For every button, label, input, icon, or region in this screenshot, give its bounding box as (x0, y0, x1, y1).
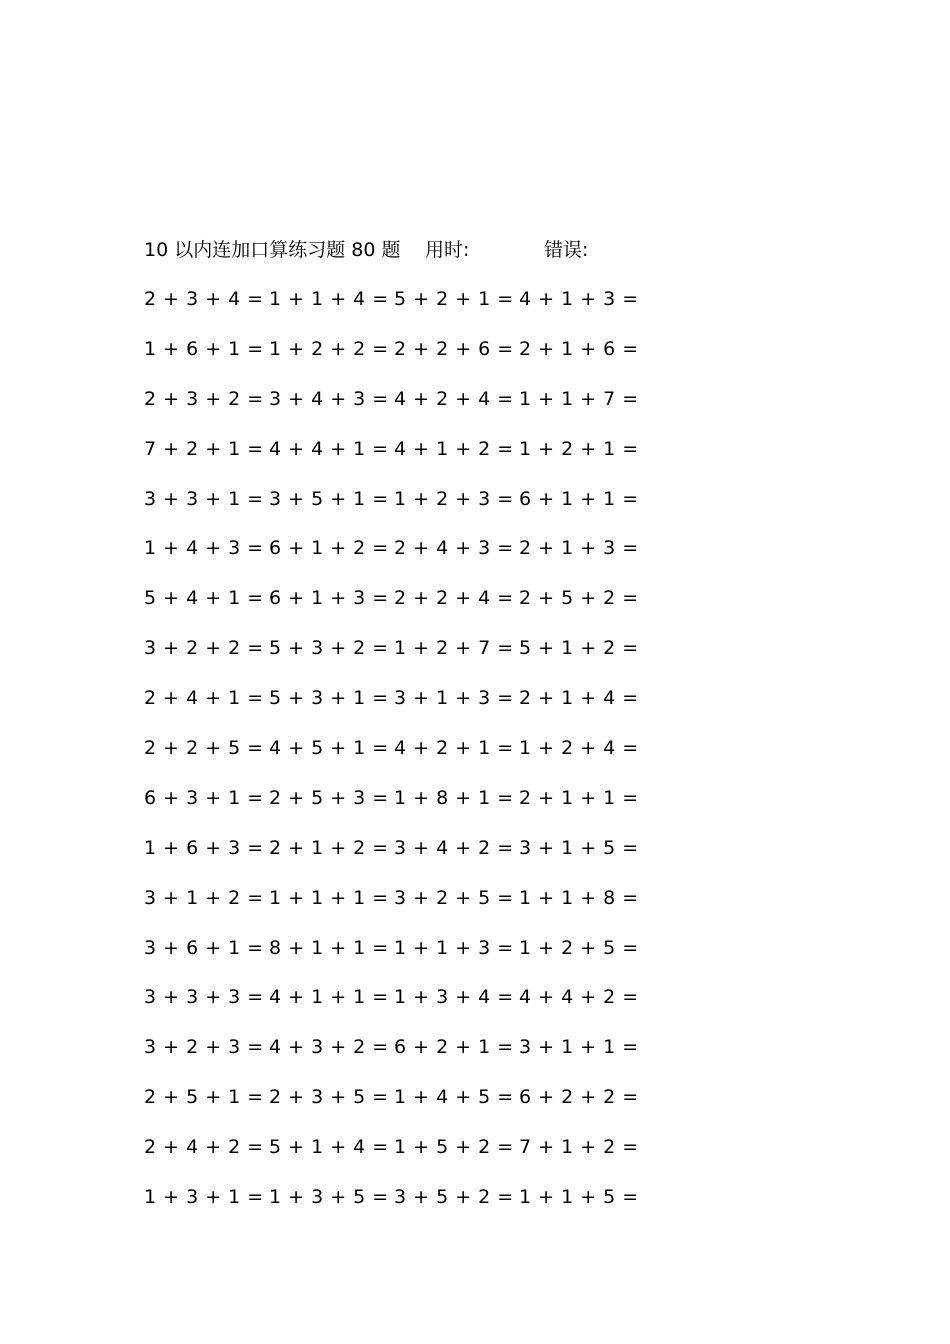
problem-item: 2 + 5 + 3 = (269, 786, 389, 809)
problem-item: 3 + 6 + 1 = (144, 936, 264, 959)
problem-item: 6 + 1 + 3 = (269, 587, 389, 610)
problem-item: 4 + 2 + 1 = (394, 737, 514, 760)
problem-row (144, 783, 664, 833)
problem-item: 1 + 8 + 1 = (394, 786, 514, 809)
problem-item: 3 + 1 + 5 = (519, 836, 639, 859)
problem-item: 1 + 2 + 3 = (394, 487, 514, 510)
problem-row (144, 982, 664, 1032)
problem-item: 1 + 2 + 7 = (394, 637, 514, 660)
problem-item: 7 + 2 + 1 = (144, 437, 264, 460)
problem-row (144, 1182, 664, 1232)
problem-item: 1 + 6 + 1 = (144, 337, 264, 360)
problem-item: 2 + 1 + 6 = (519, 337, 639, 360)
problem-item: 5 + 2 + 1 = (394, 288, 514, 310)
problem-row (144, 733, 664, 783)
problem-item: 8 + 1 + 1 = (269, 936, 389, 959)
problem-item: 4 + 4 + 2 = (519, 986, 639, 1009)
problem-item: 2 + 1 + 3 = (519, 537, 639, 560)
problem-item: 4 + 5 + 1 = (269, 737, 389, 760)
problem-item: 1 + 3 + 4 = (394, 986, 514, 1009)
problem-item: 2 + 5 + 1 = (144, 1086, 264, 1109)
problem-item: 4 + 3 + 2 = (269, 1036, 389, 1059)
problem-item: 3 + 2 + 3 = (144, 1036, 264, 1059)
problem-item: 2 + 4 + 1 = (144, 687, 264, 710)
problem-item: 3 + 1 + 1 = (519, 1036, 639, 1059)
problem-row (144, 1032, 664, 1082)
worksheet-header (144, 235, 844, 265)
problem-item: 6 + 1 + 2 = (269, 537, 389, 560)
problem-item: 3 + 2 + 2 = (144, 637, 264, 660)
problem-row (144, 683, 664, 733)
problem-row (144, 1082, 664, 1132)
problem-row (144, 434, 664, 484)
problem-item: 6 + 2 + 2 = (519, 1086, 639, 1109)
problem-item: 1 + 2 + 1 = (519, 437, 639, 460)
problem-item: 1 + 5 + 2 = (394, 1136, 514, 1159)
problem-item: 4 + 1 + 3 = (519, 288, 639, 310)
problem-item: 3 + 5 + 2 = (394, 1186, 514, 1209)
problem-item: 5 + 3 + 2 = (269, 637, 389, 660)
problem-row (144, 583, 664, 633)
problem-item: 1 + 6 + 3 = (144, 836, 264, 859)
problem-item: 2 + 4 + 3 = (394, 537, 514, 560)
problem-row (144, 883, 664, 933)
problem-row (144, 933, 664, 983)
problem-item: 3 + 3 + 3 = (144, 986, 264, 1009)
problem-item: 3 + 3 + 1 = (144, 487, 264, 510)
problem-item: 2 + 1 + 1 = (519, 786, 639, 809)
problem-item: 3 + 4 + 3 = (269, 387, 389, 410)
problem-item: 4 + 2 + 4 = (394, 387, 514, 410)
problem-item: 1 + 1 + 7 = (519, 387, 639, 410)
problem-item: 2 + 3 + 2 = (144, 387, 264, 410)
problem-item: 1 + 1 + 8 = (519, 886, 639, 909)
problem-item: 2 + 3 + 5 = (269, 1086, 389, 1109)
problem-item: 4 + 1 + 2 = (394, 437, 514, 460)
errors-label: 错误: (544, 239, 589, 261)
problem-item: 6 + 1 + 1 = (519, 487, 639, 510)
problem-item: 6 + 3 + 1 = (144, 786, 264, 809)
worksheet-title: 10 以内连加口算练习题 80 题 (144, 239, 401, 261)
problem-item: 2 + 4 + 2 = (144, 1136, 264, 1159)
problem-item: 5 + 1 + 4 = (269, 1136, 389, 1159)
problem-item: 3 + 1 + 2 = (144, 886, 264, 909)
problem-item: 1 + 1 + 5 = (519, 1186, 639, 1209)
problem-row (144, 334, 664, 384)
problem-grid (144, 284, 664, 1232)
problem-item: 5 + 1 + 2 = (519, 637, 639, 660)
problem-item: 1 + 2 + 2 = (269, 337, 389, 360)
problem-item: 2 + 5 + 2 = (519, 587, 639, 610)
problem-item: 3 + 5 + 1 = (269, 487, 389, 510)
problem-item: 3 + 2 + 5 = (394, 886, 514, 909)
problem-item: 1 + 1 + 3 = (394, 936, 514, 959)
problem-item: 1 + 3 + 5 = (269, 1186, 389, 1209)
problem-item: 2 + 2 + 5 = (144, 737, 264, 760)
problem-item: 4 + 4 + 1 = (269, 437, 389, 460)
problem-item: 6 + 2 + 1 = (394, 1036, 514, 1059)
problem-item: 2 + 1 + 4 = (519, 687, 639, 710)
problem-row (144, 484, 664, 534)
problem-row (144, 384, 664, 434)
problem-item: 2 + 3 + 4 = (144, 288, 264, 310)
problem-item: 1 + 2 + 5 = (519, 936, 639, 959)
problem-row (144, 633, 664, 683)
problem-row (144, 1132, 664, 1182)
problem-item: 2 + 1 + 2 = (269, 836, 389, 859)
problem-item: 7 + 1 + 2 = (519, 1136, 639, 1159)
problem-item: 1 + 2 + 4 = (519, 737, 639, 760)
problem-item: 1 + 1 + 1 = (269, 886, 389, 909)
problem-item: 2 + 2 + 4 = (394, 587, 514, 610)
problem-item: 1 + 4 + 3 = (144, 537, 264, 560)
problem-item: 1 + 4 + 5 = (394, 1086, 514, 1109)
time-used-label: 用时: (425, 239, 470, 261)
problem-item: 3 + 1 + 3 = (394, 687, 514, 710)
problem-row (144, 833, 664, 883)
problem-item: 5 + 4 + 1 = (144, 587, 264, 610)
problem-row (144, 533, 664, 583)
problem-item: 1 + 3 + 1 = (144, 1186, 264, 1209)
problem-item: 2 + 2 + 6 = (394, 337, 514, 360)
problem-row (144, 284, 664, 334)
problem-item: 1 + 1 + 4 = (269, 288, 389, 310)
problem-item: 4 + 1 + 1 = (269, 986, 389, 1009)
problem-item: 3 + 4 + 2 = (394, 836, 514, 859)
problem-item: 5 + 3 + 1 = (269, 687, 389, 710)
